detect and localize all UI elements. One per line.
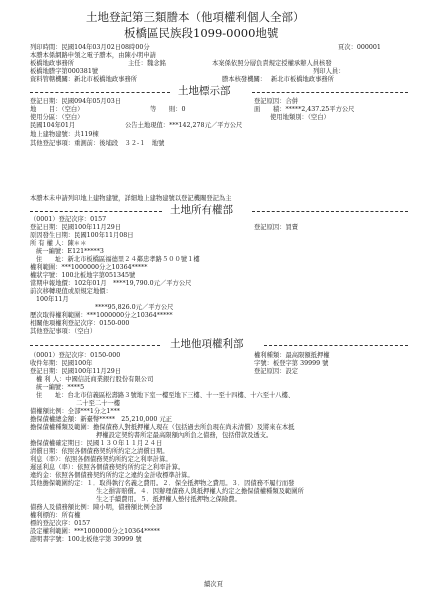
page-number: 頁次：000001 bbox=[338, 44, 381, 51]
land-reg-date: 登記日期：民國094年05月03日 bbox=[30, 98, 122, 105]
land-announced-price: 公告土地現值：***142,278元／平方公尺 bbox=[125, 122, 243, 129]
own-address: 住 址：新北市板橋區福德里２４鄰忠孝路５００號１樓 bbox=[36, 256, 200, 263]
enc-repay-date: 清償日期：依照各個債務契約所約定之清償日期。 bbox=[30, 448, 169, 455]
land-other-items: 其他登記事項：重測前：後埔段 ３２-１ 地號 bbox=[30, 140, 165, 147]
building-notice: 本謄本未申請列印地上建物建號，詳細地上建物建號以登記機關登記為主 bbox=[30, 195, 232, 202]
enc-reg-date: 登記日期：民國100年11月29日 bbox=[30, 368, 122, 375]
enc-guarantee-kind-cont: 押權設定契約書所定最高限額內所負之債務，包括借款及透支。 bbox=[96, 432, 273, 439]
enc-other-scope-cont: 生之損害賠償。４．因辦理債務人與抵押權人約定之擔保債權種類及範圍所 bbox=[96, 488, 304, 495]
encumbrance-section-title: 土地他項權利部 bbox=[170, 338, 244, 350]
enc-interest: 利息（率）：依照各個債務契約所約定之利率計算。 bbox=[30, 456, 172, 463]
enc-guarantee-kind: 擔保債權種類及範圍：擔保債務人對抵押權人現在（包括過去所負現在尚未清償）及將來在本抵 bbox=[30, 424, 295, 431]
enc-guarantee-total: 擔保債權總金額：新臺幣***** 25,210,000 元正 bbox=[30, 416, 172, 423]
own-owner: 所 有 權 人：陳＊＊ bbox=[30, 240, 87, 247]
authorization-notice: 本案係依照分層負責規定授權承辦人員核發 bbox=[212, 60, 332, 67]
land-class: 等 則：0 bbox=[150, 106, 186, 113]
enc-holder: 權 利 人：中國信託商業銀行股份有限公司 bbox=[36, 376, 154, 383]
document-title: 土地登記第三類謄本（他項權利個人全部） bbox=[86, 10, 305, 24]
enc-settle-date: 擔保債權確定期日：民國１３０年１１月２４日 bbox=[30, 440, 163, 447]
own-reg-reason: 登記原因：買賣 bbox=[254, 224, 299, 231]
director: 主任：魏念銘 bbox=[128, 60, 166, 67]
enc-target-order: 標的登記次序：0157 bbox=[30, 520, 91, 527]
enc-holder-address-cont: 二十至二十一樓 bbox=[76, 400, 121, 407]
print-person: 列印人員： bbox=[313, 68, 345, 75]
land-area: 面 積：*****2,437.25平方公尺 bbox=[254, 106, 355, 113]
enc-claim-share: 債權額比例：全部***1分之1*** bbox=[30, 408, 120, 415]
own-prev-value: ****95,826.0元／平方公尺 bbox=[95, 304, 174, 311]
enc-word-no: 字號：板登字第 39999 號 bbox=[254, 360, 329, 367]
land-grade: 地 目：（空白） bbox=[30, 106, 84, 113]
own-cert: 權狀字號：100北板地字第051345號 bbox=[30, 272, 136, 279]
enc-late-interest: 遲延利息（率）：依照各個債務契約所約定之利率計算。 bbox=[30, 464, 185, 471]
own-share: 權利範圍：***1000000分之10364***** bbox=[30, 264, 148, 271]
land-price-date: 民國104年01月 bbox=[30, 122, 76, 129]
enc-holder-id: 統一編號：****5 bbox=[36, 384, 85, 391]
document-subtitle: 板橋區民族段1099-0000地號 bbox=[124, 26, 279, 40]
own-other-items: 其他登記事項：（空白） bbox=[30, 328, 97, 335]
own-other-ref: 相關他項權利登記次序：0150-000 bbox=[30, 320, 130, 327]
land-buildings: 地上建物建號：共119棟 bbox=[30, 131, 99, 138]
certificate-number: 板橋地謄字第000381號 bbox=[30, 68, 99, 75]
own-id: 統一編號：E121*****3 bbox=[36, 248, 104, 255]
own-prev-transfer: 前次移轉現值或原規定地價： bbox=[30, 288, 112, 295]
enc-right-type: 權利種類：最高限額抵押權 bbox=[254, 352, 330, 359]
application-info: 本謄本係網路申領之電子謄本，由陳小明申請 bbox=[30, 52, 156, 59]
enc-cert-no: 證明書字號：100北板他字第 39999 號 bbox=[30, 536, 142, 543]
enc-penalty: 違約金：依照各個債務契約所約定之違約金計收標準計算。 bbox=[30, 472, 194, 479]
enc-other-scope: 其他擔保範圍約定：１．取得執行名義之費用。２．保全抵押物之費用。３．因債務不履行而發 bbox=[30, 480, 295, 487]
own-declared-price: 當期申報地價：102年01月 ****19,790.0元／平方公尺 bbox=[30, 280, 192, 287]
enc-recv-no: 收件年期：民國100年 bbox=[30, 360, 93, 367]
own-order: （0001）登記次序：0157 bbox=[30, 216, 107, 223]
enc-set-scope: 設定權利範圍：***1000000分之10364***** bbox=[30, 528, 160, 535]
land-use-type: 使用地類別：（空白） bbox=[270, 114, 330, 121]
own-reg-date: 登記日期：民國100年11月29日 bbox=[30, 224, 122, 231]
resource-office: 資料管轄機關：新北市板橋地政事務所 bbox=[30, 76, 138, 83]
enc-target-right: 權利標的：所有權 bbox=[30, 512, 81, 519]
issuing-office: 板橋地政事務所 bbox=[30, 60, 75, 67]
own-cause-date: 原因發生日期：民國100年11月08日 bbox=[30, 232, 134, 239]
print-time: 列印時間：民國104年03月02日08時00分 bbox=[30, 44, 150, 51]
enc-reg-reason: 登記原因：設定 bbox=[254, 368, 299, 375]
own-prev-date: 100年11月 bbox=[36, 296, 69, 303]
enc-other-scope-cont2: 生之手續費用。５．抵押權人墊付抵押物之保險費。 bbox=[96, 496, 241, 503]
own-holding: 歷次取得權利範圍：***1000000分之10364***** bbox=[30, 312, 173, 319]
issue-office: 新北市板橋地政事務所 bbox=[271, 76, 334, 83]
continued-label: 續次頁 bbox=[204, 581, 223, 588]
land-reg-reason: 登記原因：合併 bbox=[254, 98, 299, 105]
ownership-section-title: 土地所有權部 bbox=[170, 204, 233, 216]
enc-order: （0001）登記次序：0150-000 bbox=[30, 352, 121, 359]
issue-office-label: 謄本核發機關： bbox=[222, 76, 267, 83]
land-label-section-title: 土地標示部 bbox=[178, 85, 231, 97]
enc-holder-address: 住 址：台北市信義區松壽路３號地下室一樓至地下三樓、十一至十四樓、十六至十八樓、 bbox=[36, 392, 295, 399]
land-use-zone: 使用分區：（空白） bbox=[30, 114, 84, 121]
enc-debtor-share: 債務人及債務額比例：陳小明，債務額比例全部 bbox=[30, 504, 163, 511]
